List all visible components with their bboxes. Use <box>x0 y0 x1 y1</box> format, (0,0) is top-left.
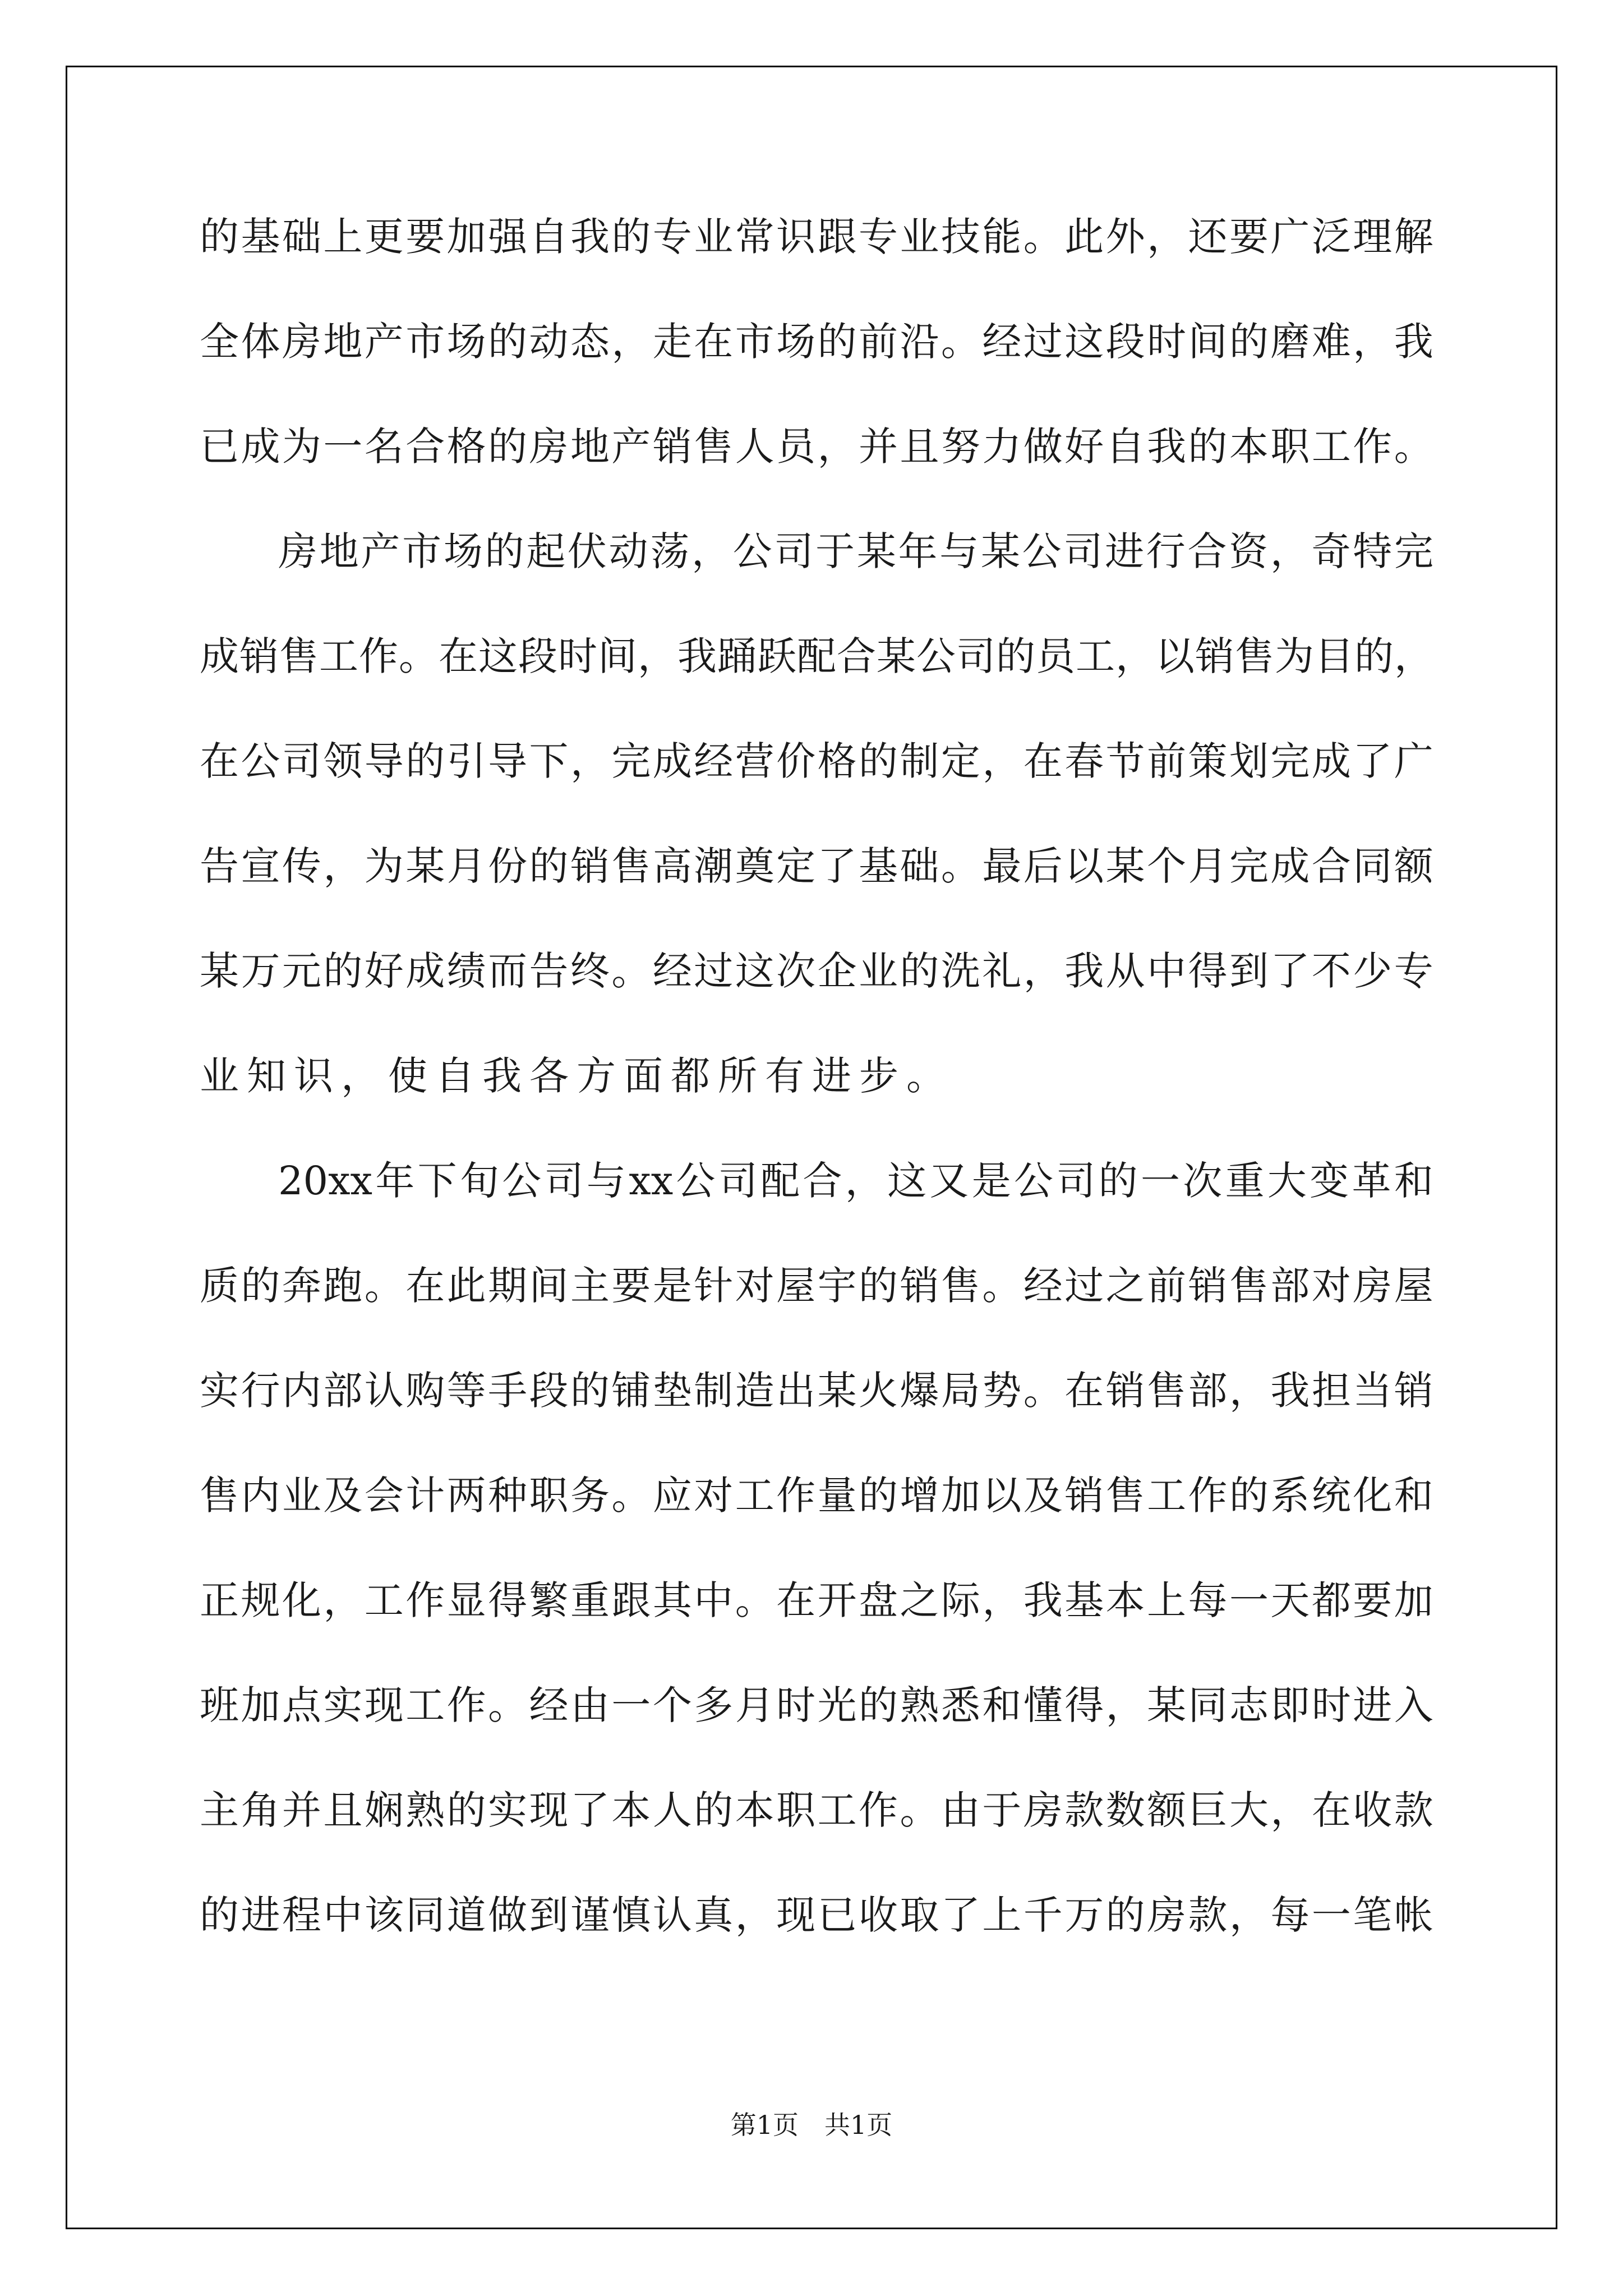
text-line: 的 基 础 上 更 要 加 强 自 我 的 专 业 常 识 跟 专 业 技 能 。 此 外 ， 还 要 广 泛 理 解 <box>200 214 1433 260</box>
page-footer <box>0 2108 1623 2142</box>
text-line: 班 加 点 实 现 工 作 。 经 由 一 个 多 月 时 光 的 熟 悉 和 懂 得 ， 某 同 志 即 时 进 入 <box>200 1682 1433 1728</box>
page-total: 共1页 <box>824 2110 893 2140</box>
text-line: 某 万 元 的 好 成 绩 而 告 终 。 经 过 这 次 企 业 的 洗 礼 ， 我 从 中 得 到 了 不 少 专 <box>200 948 1433 994</box>
text-line: 已 成 为 一 名 合 格 的 房 地 产 销 售 人 员 ， 并 且 努 力 做 好 自 我 的 本 职 工 作 。 <box>200 424 1433 470</box>
text-line: 成 销 售 工 作 。 在 这 段 时 间 ， 我 踊 跃 配 合 某 公 司 的 员 工 ， 以 销 售 为 目 的 ， <box>200 633 1433 679</box>
text-line: 业知识，使自我各方面都所有进步。 <box>200 1053 953 1099</box>
text-line: 在 公 司 领 导 的 引 导 下 ， 完 成 经 营 价 格 的 制 定 ， 在 春 节 前 策 划 完 成 了 广 <box>200 738 1433 784</box>
text-line: 20xx 年 下 旬 公 司 与 xx 公 司 配 合 ， 这 又 是 公 司 的 一 次 重 大 变 革 和 <box>278 1158 1433 1204</box>
text-line: 的 进 程 中 该 同 道 做 到 谨 慎 认 真 ， 现 已 收 取 了 上 千 万 的 房 款 ， 每 一 笔 帐 <box>200 1892 1433 1938</box>
text-line: 正 规 化 ， 工 作 显 得 繁 重 跟 其 中 。 在 开 盘 之 际 ， 我 基 本 上 每 一 天 都 要 加 <box>200 1577 1433 1623</box>
document-body <box>200 209 1433 1992</box>
text-line: 质 的 奔 跑 。 在 此 期 间 主 要 是 针 对 屋 宇 的 销 售 。 经 过 之 前 销 售 部 对 房 屋 <box>200 1263 1433 1309</box>
text-line: 售 内 业 及 会 计 两 种 职 务 。 应 对 工 作 量 的 增 加 以 及 销 售 工 作 的 系 统 化 和 <box>200 1473 1433 1519</box>
text-line: 全 体 房 地 产 市 场 的 动 态 ， 走 在 市 场 的 前 沿 。 经 过 这 段 时 间 的 磨 难 ， 我 <box>200 319 1433 365</box>
page-number: 第1页 <box>730 2110 799 2140</box>
text-line: 实 行 内 部 认 购 等 手 段 的 铺 垫 制 造 出 某 火 爆 局 势 。 在 销 售 部 ， 我 担 当 销 <box>200 1368 1433 1414</box>
text-line: 主 角 并 且 娴 熟 的 实 现 了 本 人 的 本 职 工 作 。 由 于 房 款 数 额 巨 大 ， 在 收 款 <box>200 1787 1433 1833</box>
text-line: 告 宣 传 ， 为 某 月 份 的 销 售 高 潮 奠 定 了 基 础 。 最 后 以 某 个 月 完 成 合 同 额 <box>200 843 1433 889</box>
text-line: 房 地 产 市 场 的 起 伏 动 荡 ， 公 司 于 某 年 与 某 公 司 进 行 合 资 ， 奇 特 完 <box>278 528 1433 574</box>
